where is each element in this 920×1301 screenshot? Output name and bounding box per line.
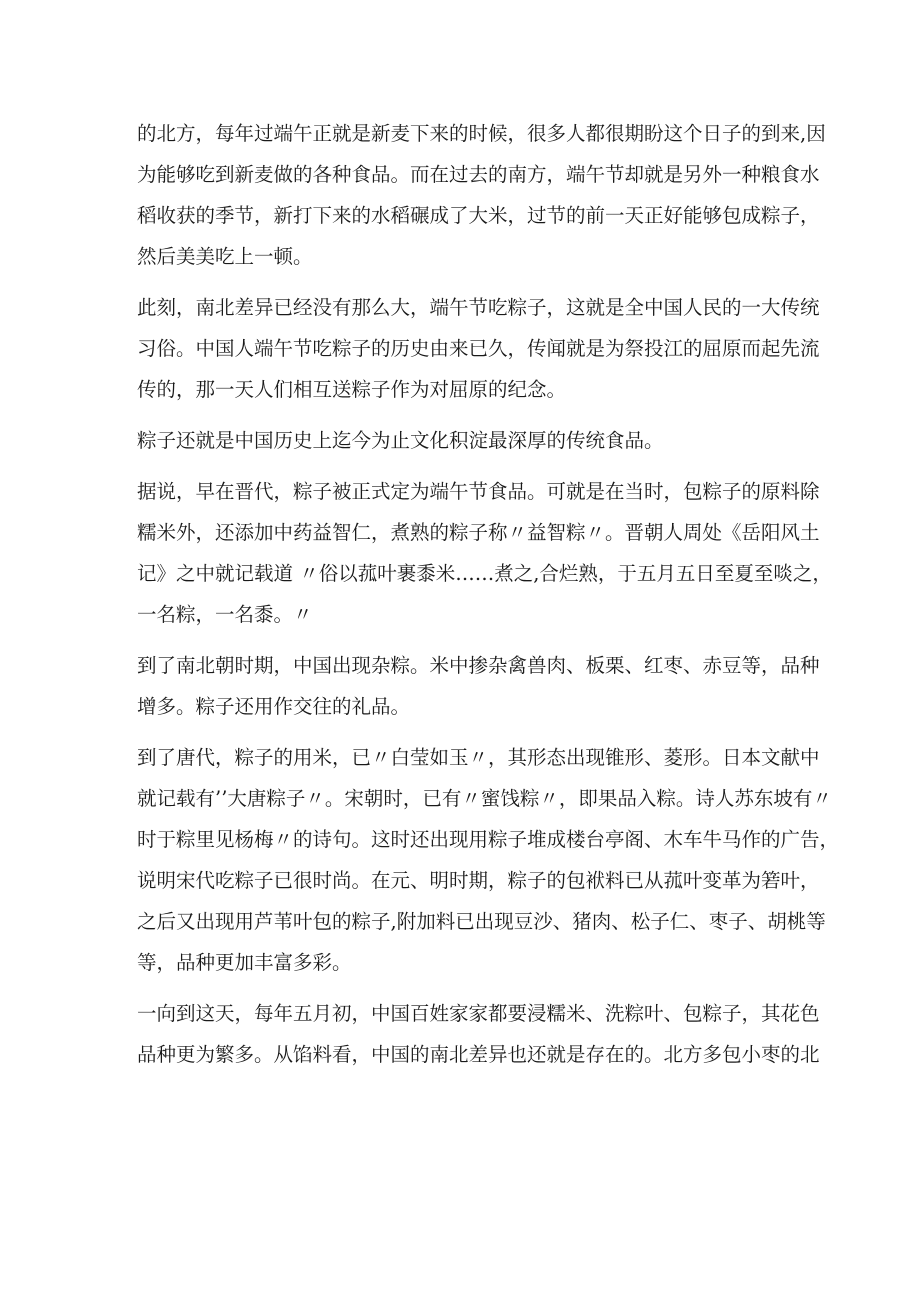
text-line: 增多。粽子还用作交往的礼品。 [137,695,411,718]
paragraph-northern-wheat [137,113,826,277]
paragraph-present-day [137,993,820,1075]
text-line: 然后美美吃上一顿。 [137,245,313,268]
text-line: 品种更为繁多。从馅料看，中国的南北差异也还就是存在的。北方多包小枣的北 [137,1043,820,1066]
paragraph-cultural-food [137,420,797,461]
text-line: 就记载有’’大唐粽子〃。宋朝时，已有〃蜜饯粽〃，即果品入粽。诗人苏东坡有〃 [137,787,832,810]
text-line: 传的，那一天人们相互送粽子作为对屈原的纪念。 [137,378,567,401]
text-line: 之后又出现用芦苇叶包的粽子,附加料已出现豆沙、猪肉、松子仁、枣子、胡桃等 [137,910,826,933]
text-line: 的北方，每年过端午正就是新麦下来的时候，很多人都很期盼这个日子的到来,因 [137,122,826,145]
text-line: 时于粽里见杨梅〃的诗句。这时还出现用粽子堆成楼台亭阁、木车牛马作的广告， [137,828,840,851]
text-line: 等，品种更加丰富多彩。 [137,951,352,974]
paragraph-jin-dynasty [137,471,832,635]
text-line: 粽子还就是中国历史上迄今为止文化积淀最深厚的传统食品。 [137,429,664,452]
text-line: 一向到这天，每年五月初，中国百姓家家都要浸糯米、洗粽叶、包粽子，其花色 [137,1002,820,1025]
text-line: 到了南北朝时期，中国出现杂粽。米中掺杂禽兽肉、板栗、红枣、赤豆等，品种 [137,654,820,677]
text-line: 稻收获的季节，新打下来的水稻碾成了大米，过节的前一天正好能够包成粽子， [137,204,820,227]
text-line: 习俗。中国人端午节吃粽子的历史由来已久，传闻就是为祭投江的屈原而起先流 [137,337,820,360]
text-line: 一名粽，一名黍。〃 [137,603,313,626]
body-text [137,113,840,1085]
text-line: 记》之中就记载道 〃俗以菰叶裹黍米……煮之,合烂熟，于五月五日至夏至啖之， [137,562,832,585]
text-line: 糯米外，还添加中药益智仁，煮熟的粽子称〃益智粽〃。晋朝人周处《岳阳风土 [137,521,820,544]
text-line: 此刻，南北差异已经没有那么大，端午节吃粽子，这就是全中国人民的一大传统 [137,296,820,319]
paragraph-tang-song-yuan-ming [137,737,840,983]
text-line: 为能够吃到新麦做的各种食品。而在过去的南方，端午节却就是另外一种粮食水 [137,163,820,186]
text-line: 据说，早在晋代，粽子被正式定为端午节食品。可就是在当时，包粽子的原料除 [137,480,820,503]
text-line: 到了唐代，粽子的用米，已〃白莹如玉〃，其形态出现锥形、菱形。日本文献中 [137,746,820,769]
text-line: 说明宋代吃粽子已很时尚。在元、明时期，粽子的包袱料已从菰叶变革为箬叶， [137,869,820,892]
paragraph-tradition [137,287,820,410]
paragraph-southern-northern-dynasties [137,645,820,727]
